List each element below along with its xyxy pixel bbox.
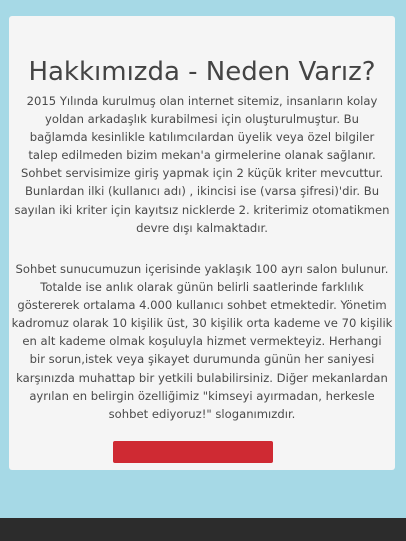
paragraph-2-line: Totalde ise anlık olarak günün belirli saatlerinde farklılık	[40, 280, 364, 295]
page-title: Hakkımızda - Neden Varız?	[28, 57, 376, 87]
about-paragraph-1	[9, 92, 395, 237]
paragraph-2-line: en alt kademe olmak koşuluyla hizmet vermekteyiz. Herhangi	[22, 334, 382, 349]
about-card	[9, 16, 395, 470]
paragraph-1-line: talep edilmeden bizim mekan'a girmelerine olanak sağlanır.	[28, 148, 376, 163]
paragraph-1-line: 2015 Yılında kurulmuş olan internet sitemiz, insanların kolay	[26, 94, 378, 108]
footer-bar	[0, 518, 406, 541]
paragraph-2-line: göstererek ortalama 4.000 kullanıcı sohbet etmektedir. Yönetim	[17, 298, 387, 313]
paragraph-2-line: kadromuz olarak 10 kişilik üst, 30 kişilik orta kademe ve 70 kişilik	[11, 316, 393, 331]
paragraph-2-line: bir sorun,istek veya şikayet durumunda günün her saniyesi	[29, 352, 375, 367]
paragraph-1-line: sayılan iki kriter için kayıtsız nicklerde 2. kriterimiz otomatikmen	[14, 202, 390, 217]
paragraph-2-line: karşınızda muhattap bir yetkili bulabilirsiniz. Diğer mekanlardan	[16, 370, 388, 385]
paragraph-2-line: Sohbet sunucumuzun içerisinde yaklaşık 100 ayrı salon bulunur.	[15, 262, 389, 276]
paragraph-2-line: ayrılan en belirgin özelliğimiz "kimseyi ayırmadan, herkesle	[29, 388, 375, 403]
cta-button[interactable]	[113, 441, 273, 463]
paragraph-1-line: yoldan arkadaşlık kurabilmesi için oluşturulmuştur. Bu	[45, 112, 359, 127]
paragraph-1-line: Sohbet servisimize giriş yapmak için 2 küçük kriter mevcuttur.	[20, 166, 384, 181]
paragraph-1-line: bağlamda kesinlikle katılımcılardan üyelik veya özel bilgiler	[29, 130, 375, 145]
paragraph-2-line: sohbet ediyoruz!" sloganımızdır.	[108, 406, 296, 421]
about-paragraph-2	[9, 260, 395, 423]
paragraph-1-line: Bunlardan ilki (kullanıcı adı) , ikincisi ise (varsa şifresi)'dir. Bu	[24, 184, 380, 199]
paragraph-1-line: devre dışı kalmaktadır.	[136, 220, 268, 235]
